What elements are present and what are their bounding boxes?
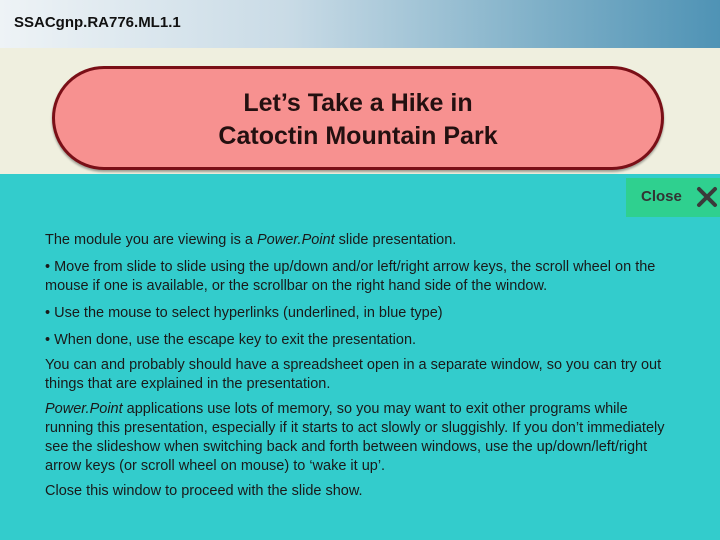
page-title — [218, 87, 497, 153]
title-line-1: Let’s Take a Hike in — [243, 89, 473, 117]
bullet-hyperlinks: • Use the mouse to select hyperlinks (underlined, in blue type) — [45, 305, 443, 321]
close-button[interactable] — [626, 178, 720, 217]
title-line-2: Catoctin Mountain Park — [218, 122, 498, 150]
memory-post: applications use lots of memory, so you may want to exit other programs while running this presentation, especially if it starts to act slowly or sluggishly. If you don’t immediately see the slideshow when switching back and forth between windows, use the up/down/left/right arrow keys (or scroll wheel on mouse) to ‘wake it up’. — [45, 401, 665, 474]
close-x-icon — [696, 186, 718, 208]
closing-paragraph: Close this window to proceed with the slide show. — [45, 483, 363, 499]
instructions — [45, 231, 675, 507]
intro-app-name: Power.Point — [256, 232, 335, 248]
header-bar — [0, 0, 720, 48]
memory-app-name: Power.Point — [45, 401, 123, 417]
bullet-navigation: • Move from slide to slide using the up/down and/or left/right arrow keys, the scroll wheel on the mouse if one is available, or the scrollbar on the right hand side of the window. — [45, 259, 656, 294]
close-button-label: Close — [641, 188, 682, 205]
intro-paragraph — [45, 231, 675, 250]
intro-pre: The module you are viewing is a — [45, 232, 257, 248]
memory-paragraph — [45, 400, 675, 476]
spreadsheet-paragraph: You can and probably should have a spreadsheet open in a separate window, so you can try out things that are explained in the presentation. — [45, 357, 662, 392]
module-code: SSACgnp.RA776.ML1.1 — [14, 14, 181, 31]
intro-post: slide presentation. — [334, 232, 457, 248]
bullet-exit: • When done, use the escape key to exit the presentation. — [45, 332, 417, 348]
title-banner — [52, 66, 664, 170]
